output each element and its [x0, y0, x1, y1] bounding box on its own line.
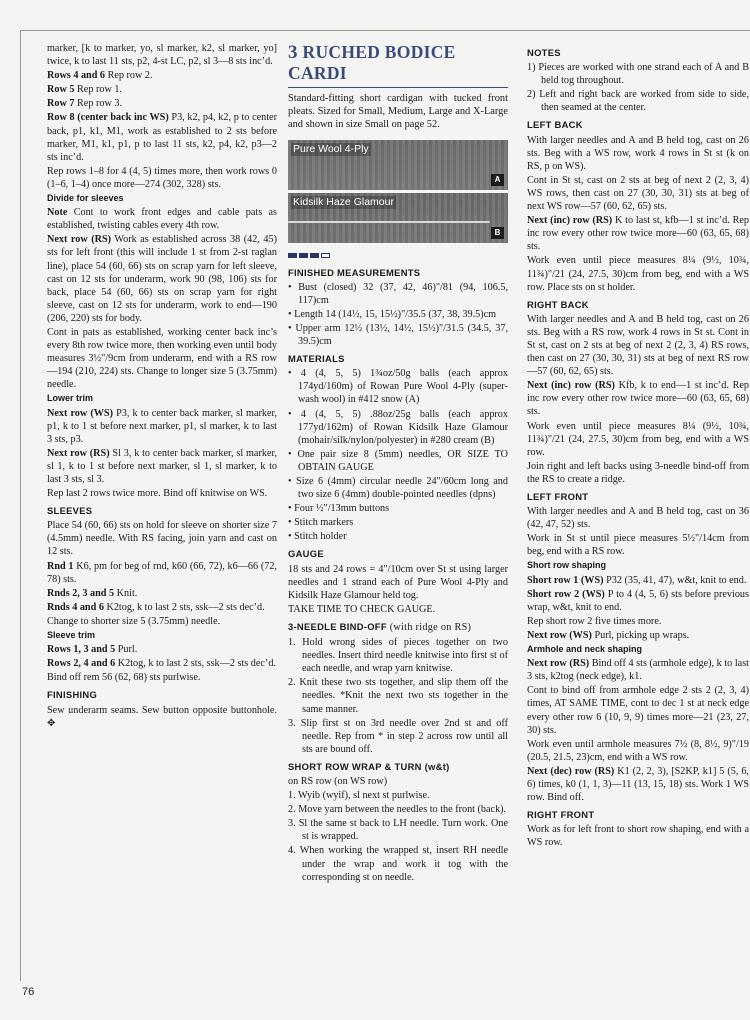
numbered-step: 1. Wyib (wyif), sl next st purlwise. [288, 790, 430, 802]
row-label: Next (inc) row (RS) [527, 380, 615, 392]
row-label: Rows 1, 3 and 5 [47, 644, 116, 656]
paragraph: Join right and left backs using 3-needle bind-off from the RS to create a ridge. [527, 460, 749, 485]
subsection-heading: Divide for sleeves [47, 193, 124, 204]
row-text: Sl 3, k to center back marker, sl marker, sl 1, k to 1 st before next marker, sl 1, sl marker, k to last 3 sts, sl 3. [47, 447, 277, 485]
paragraph: Sew underarm seams. Sew button opposite buttonhole. ✥ [47, 704, 277, 729]
subsection-heading: Lower trim [47, 393, 94, 404]
numbered-step: 2. Knit these two sts together, and slip them off the needles. *Knit the next two sts together in the same manner. [288, 677, 508, 715]
column-middle [288, 42, 508, 885]
skill-level-mark [288, 253, 297, 258]
instruction-row [527, 574, 749, 587]
instruction-row [47, 560, 277, 586]
paragraph: marker, [k to marker, yo, sl marker, k2, sl marker, yo] twice, k to last 11 sts, p2, 4-st LC, p2, sl 3—8 sts inc’d. [47, 43, 277, 68]
row-label: Rnds 2, 3 and 5 [47, 587, 115, 599]
row-label: Next row (RS) [527, 658, 590, 670]
row-text: P3, k to center back marker, sl marker, p1, k to 1 st before next marker, p1, sl marker, k to last 3 sts, p3. [47, 407, 278, 445]
row-text: Purl. [115, 644, 138, 656]
paragraph: Cont to bind off from armhole edge 2 sts 2 (2, 3, 4) times, AT SAME TIME, cont to dec 1 st at neck edge every other row 6 (10, 9, 9) times more—21 (23, 27, 30) sts. [527, 685, 749, 736]
instruction-row [47, 83, 277, 96]
paragraph: Rep rows 1–8 for 4 (4, 5) times more, then work rows 0 (1–6, 1–4) once more—274 (302, 328) sts. [47, 165, 277, 190]
row-text: (with ridge on RS) [386, 621, 472, 633]
row-text: K2tog, k to last 2 sts, ssk—2 sts dec’d. [103, 601, 265, 613]
section-heading: FINISHING [47, 689, 98, 701]
section-heading: NOTES [527, 47, 561, 58]
row-text: P to 4 (4, 5, 6) sts before previous wrap, w&t, knit to end. [527, 588, 749, 613]
page-number: 76 [22, 986, 35, 998]
paragraph: Rep last 2 rows twice more. Bind off knitwise on WS. [47, 488, 268, 500]
paragraph: on RS row (on WS row) [288, 775, 388, 787]
list-item: • Four ½"/13mm buttons [288, 503, 390, 515]
instruction-row [47, 206, 277, 232]
list-item: • 4 (4, 5, 5) .88oz/25g balls (each approx 177yd/162m) of Rowan Kidsilk Haze Glamour (mohair/silk/nylon/polyester) in #280 cream (B) [288, 408, 508, 446]
section-heading: LEFT BACK [527, 119, 583, 131]
paragraph: Work in St st until piece measures 5½"/14cm from beg, end with a RS row. [527, 533, 749, 558]
yarn-swatch-a-tag: A [491, 174, 504, 186]
row-label: Next row (WS) [527, 629, 592, 641]
paragraph: 18 sts and 24 rows = 4"/10cm over St st using larger needles and 1 strand each of Pure Wool 4-Ply and Kidsilk Haze Glamour held tog. [288, 563, 508, 601]
list-item: • Size 6 (4mm) circular needle 24"/60cm long and two size 6 (4mm) double-pointed needles (dpns) [288, 476, 508, 501]
column-middle-body [288, 266, 508, 884]
paragraph: TAKE TIME TO CHECK GAUGE. [288, 603, 436, 615]
yarn-swatch-b-label: Kidsilk Haze Glamour [293, 195, 394, 208]
instruction-row [47, 233, 277, 325]
section-heading [288, 620, 508, 634]
row-label: Short row 1 (WS) [527, 574, 604, 586]
yarn-swatch-a-label: Pure Wool 4-Ply [293, 142, 369, 155]
row-label: Row 8 (center back inc WS) [47, 112, 169, 124]
numbered-step: 3. Slip first st on 3rd needle over 2nd st and off needle. Rep from * in step 2 across row until all sts are bound off. [288, 717, 508, 755]
row-label: Row 7 [47, 98, 75, 110]
row-text: Work as established across 38 (42, 45) sts for left front (this will include 1 st from 2-st raglan line), place 54 (60, 66) sts on scrap yarn for left sleeve, cast on 12 sts for underarm, work 90 (98, 106) sts for back, place 54 (60, 66) sts on scrap yarn for right sleeve, cast on 12 sts for underarm, work to end—190 (206, 220) sts for body. [47, 234, 277, 324]
instruction-row [47, 111, 277, 163]
instruction-row [527, 214, 749, 253]
paragraph: Cont in pats as established, working center back inc’s every 8th row twice more, then working even until body measures 3½"/9cm from underarm, end with a RS row—194 (210, 224) sts. Change to longer size 5 (3.75mm) needle. [47, 326, 277, 391]
numbered-step: 1) Pieces are worked with one strand each of A and B held tog throughout. [527, 62, 749, 87]
paragraph: Rep short row 2 five times more. [527, 615, 662, 627]
row-text: Kfb, k to end—1 st inc’d. Rep inc row every other row twice more—60 (63, 65, 68) sts. [527, 380, 750, 418]
pattern-intro: Standard-fitting short cardigan with tucked front pleats. Sized for Small, Medium, Large and X-Large and shown in size Small on page 52. [288, 93, 508, 131]
section-heading: SHORT ROW WRAP & TURN (w&t) [288, 760, 450, 772]
row-label: Next row (RS) [47, 234, 112, 246]
row-label: Next row (RS) [47, 447, 110, 459]
section-heading: GAUGE [288, 548, 324, 560]
instruction-row [47, 97, 277, 110]
row-label: Rows 2, 4 and 6 [47, 658, 116, 670]
paragraph: Cont in St st, cast on 2 sts at beg of next 2 (2, 3, 4) WS rows, then cast on 27 (30, 30, 31) sts at beg of next WS row—57 (60, 62, 65) sts. [527, 174, 749, 213]
section-heading: LEFT FRONT [527, 491, 589, 502]
paragraph: Change to shorter size 5 (3.75mm) needle. [47, 615, 221, 627]
pattern-number: 3 [288, 42, 298, 63]
column-right [527, 42, 749, 850]
row-text: Cont to work front edges and cable pats as established, twisting cables every 4th row. [47, 207, 277, 232]
numbered-step: 1. Hold wrong sides of pieces together on two needles. Insert third needle knitwise into first st of each needle, and wrap yarn knitwise. [288, 637, 508, 675]
instruction-row [47, 447, 277, 486]
instruction-row [527, 588, 749, 614]
paragraph: Work even until piece measures 8¼ (9½, 10¾, 11¾)"/21 (24, 27.5, 30)cm from beg, end with a WS row. [527, 420, 749, 458]
row-label: Rnds 4 and 6 [47, 601, 104, 613]
instruction-row [47, 587, 277, 600]
title-rule [288, 87, 508, 88]
skill-level-mark [299, 253, 308, 258]
numbered-step: 2. Move yarn between the needles to the front (back). [288, 804, 507, 816]
row-label: Rows 4 and 6 [47, 70, 106, 82]
row-label: Next (inc) row (RS) [527, 215, 613, 227]
yarn-swatch-a [288, 140, 508, 190]
skill-level-mark [310, 253, 319, 258]
instruction-row [47, 601, 277, 614]
row-label: Rnd 1 [47, 560, 74, 572]
instruction-row [47, 643, 277, 656]
instruction-row [47, 407, 277, 446]
row-text: P32 (35, 41, 47), w&t, knit to end. [603, 574, 747, 586]
numbered-step: 2) Left and right back are worked from side to side, then seamed at the center. [527, 89, 749, 114]
pattern-title [288, 42, 508, 83]
section-heading: MATERIALS [288, 353, 345, 365]
row-text: K to last st, kfb—1 st inc’d. Rep inc row every other row twice more—60 (63, 65, 68) sts. [527, 215, 749, 253]
paragraph: Work even until piece measures 8¼ (9½, 10¾, 11¾)"/21 (24, 27.5, 30)cm from beg, end with a WS row. Place sts on st holder. [527, 255, 749, 293]
row-text: Rep row 2. [105, 70, 153, 82]
subsection-heading: Sleeve trim [47, 630, 96, 641]
list-item: • Upper arm 12½ (13½, 14½, 15½)"/31.5 (34.5, 37, 39.5)cm [288, 322, 508, 348]
row-label: Row 5 [47, 84, 75, 96]
section-heading: FINISHED MEASUREMENTS [288, 266, 421, 278]
yarn-swatch-b [288, 193, 508, 243]
list-item: • Bust (closed) 32 (37, 42, 46)"/81 (94, 106.5, 117)cm [288, 281, 508, 306]
list-item: • 4 (4, 5, 5) 1¾oz/50g balls (each approx 174yd/160m) of Rowan Pure Wool 4-Ply (super-wash wool) in #412 snow (A) [288, 368, 508, 406]
paragraph: With larger needles and A and B held tog, cast on 26 sts. Beg with a RS row, work 4 rows in St st. Cont in St st, cast on 2 sts at beg of next 2 (2, 3, 4) RS rows, then cast on 27 (30, 30, 31) sts at beg of next RS row—57 (60, 62, 65) sts. [527, 313, 749, 378]
instruction-row [527, 629, 749, 642]
paragraph: Work even until armhole measures 7½ (8, 8½, 9)"/19 (20.5, 21.5, 23)cm, end with a WS row. [527, 738, 749, 763]
list-item: • Length 14 (14½, 15, 15½)"/35.5 (37, 38, 39.5)cm [288, 308, 497, 320]
instruction-row [527, 379, 749, 418]
paragraph: With larger needles and A and B held tog, cast on 36 (42, 47, 52) sts. [527, 506, 749, 531]
yarn-swatch-b-tag: B [491, 227, 504, 239]
section-heading: RIGHT BACK [527, 298, 589, 310]
row-text: Rep row 1. [74, 84, 122, 96]
list-item: • Stitch markers [288, 517, 354, 529]
yarn-strand-icon [288, 221, 490, 223]
section-heading: SLEEVES [47, 505, 93, 517]
paragraph: With larger needles and A and B held tog, cast on 26 sts. Beg with a WS row, work 4 rows in St st (k on RS, p on WS). [527, 134, 749, 172]
row-text: P3, k2, p4, k2, p to center back, p1, k1, M1, work as established to 2 sts before marker, M1, k1, p1, p to last 11 sts, k2, p4, k2, p3—2 sts inc’d. [47, 112, 277, 163]
paragraph: Work as for left front to short row shaping, end with a WS row. [527, 824, 749, 849]
skill-level-indicator [288, 253, 508, 258]
row-text: K6, pm for beg of rnd, k60 (66, 72), k6—66 (72, 78) sts. [47, 560, 277, 585]
skill-level-mark [321, 253, 330, 258]
paragraph: Place 54 (60, 66) sts on hold for sleeve on shorter size 7 (4.5mm) needle. With RS facing, join yarn and cast on 12 sts. [47, 520, 277, 558]
list-item: • Stitch holder [288, 531, 347, 543]
section-heading: RIGHT FRONT [527, 809, 595, 821]
row-text: K2tog, k to last 2 sts, ssk—2 sts dec’d. [115, 658, 276, 670]
row-text: Purl, picking up wraps. [591, 629, 690, 641]
instruction-row [527, 657, 749, 683]
row-label: Next row (WS) [47, 407, 113, 419]
subsection-heading: Short row shaping [527, 560, 607, 571]
row-label: Next (dec) row (RS) [527, 765, 615, 777]
row-text: Rep row 3. [74, 98, 122, 110]
column-left [47, 42, 277, 731]
row-text: Bind off 4 sts (armhole edge), k to last 3 sts, k2tog (neck edge), k1. [527, 658, 749, 683]
pattern-title-text: RUCHED BODICE CARDI [288, 42, 456, 83]
instruction-row [47, 657, 277, 670]
row-text: Knit. [114, 587, 138, 599]
numbered-step: 4. When working the wrapped st, insert RH needle under the wrap and work it tog with the corresponding st on needle. [288, 845, 508, 883]
numbered-step: 3. Sl the same st back to LH needle. Turn work. One st is wrapped. [288, 818, 508, 843]
instruction-row [527, 765, 749, 804]
subsection-heading: Armhole and neck shaping [527, 644, 643, 655]
paragraph: Bind off rem 56 (62, 68) sts purlwise. [47, 672, 201, 684]
instruction-row [47, 69, 277, 82]
row-label: Note [47, 207, 68, 219]
row-label: Short row 2 (WS) [527, 588, 605, 600]
row-label: 3-NEEDLE BIND-OFF [288, 620, 387, 632]
list-item: • One pair size 8 (5mm) needles, OR SIZE TO OBTAIN GAUGE [288, 448, 508, 473]
row-text: K1 (2, 2, 3), [S2KP, k1] 5 (5, 6, 6) times, k0 (1, 1, 3)—11 (13, 15, 18) sts. Work 1 WS row. Bind off. [527, 765, 749, 804]
